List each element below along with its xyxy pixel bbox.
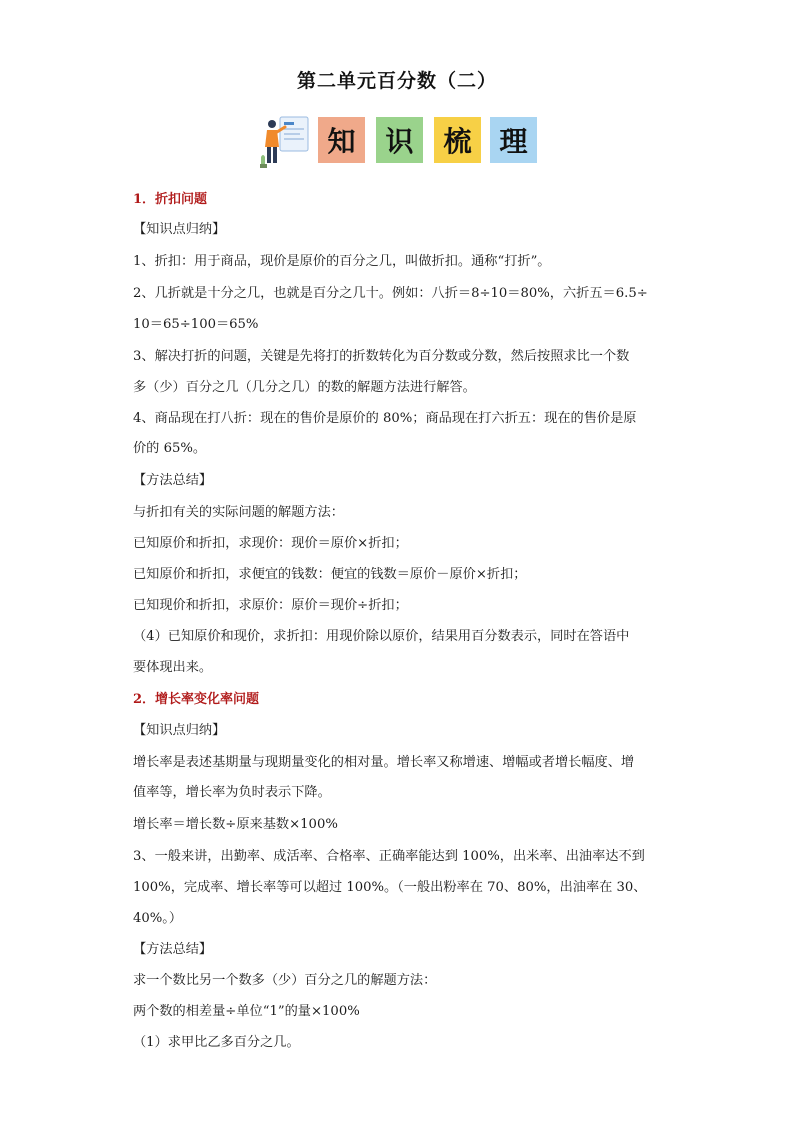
page-title: 第二单元百分数（二） xyxy=(296,70,497,92)
text-line: 值率等，增长率为负时表示下降。 xyxy=(133,785,331,800)
text-line: 1、折扣：用于商品，现价是原价的百分之几，叫做折扣。通称“打折”。 xyxy=(133,254,551,269)
text-line: 两个数的相差量÷单位“1”的量×100% xyxy=(133,1004,360,1019)
text-line: 与折扣有关的实际问题的解题方法： xyxy=(133,505,344,520)
text-line: 已知现价和折扣，求原价：原价＝现价÷折扣； xyxy=(133,598,408,613)
subheading-method: 【方法总结】 xyxy=(133,473,213,488)
banner-char-shi: 识 xyxy=(376,117,423,163)
banner-char-shu: 梳 xyxy=(434,117,481,163)
text-line: 增长率＝增长数÷原来基数×100% xyxy=(133,817,338,832)
subheading-method: 【方法总结】 xyxy=(133,942,213,957)
presenter-illustration-icon xyxy=(258,113,312,169)
subheading-knowledge: 【知识点归纳】 xyxy=(133,222,226,237)
text-line: （1）求甲比乙多百分之几。 xyxy=(133,1035,300,1050)
banner-char-li: 理 xyxy=(490,117,537,163)
text-line: 4、商品现在打八折：现在的售价是原价的 80%；商品现在打六折五：现在的售价是原 xyxy=(133,411,637,426)
text-line: 3、一般来讲，出勤率、成活率、合格率、正确率能达到 100%，出米率、出油率达不到 xyxy=(133,849,645,864)
text-line: 40%。） xyxy=(133,911,183,926)
section-heading-growth-rate: 2．增长率变化率问题 xyxy=(133,692,260,707)
text-line: 要体现出来。 xyxy=(133,660,213,675)
text-line: 已知原价和折扣，求便宜的钱数：便宜的钱数＝原价－原价×折扣； xyxy=(133,567,527,582)
text-line: （4）已知原价和现价，求折扣：用现价除以原价，结果用百分数表示，同时在答语中 xyxy=(133,629,630,644)
text-line: 已知原价和折扣，求现价：现价＝原价×折扣； xyxy=(133,536,408,551)
text-line: 10＝65÷100＝65% xyxy=(133,317,259,332)
text-line: 3、解决打折的问题，关键是先将打的折数转化为百分数或分数，然后按照求比一个数 xyxy=(133,349,630,364)
text-line: 价的 65%。 xyxy=(133,441,207,456)
text-line: 多（少）百分之几（几分之几）的数的解题方法进行解答。 xyxy=(133,380,476,395)
knowledge-summary-banner xyxy=(258,113,538,169)
text-line: 100%，完成率、增长率等可以超过 100%。（一般出粉率在 70、80%，出油率在 30、 xyxy=(133,880,647,895)
banner-char-zhi: 知 xyxy=(318,117,365,163)
text-line: 求一个数比另一个数多（少）百分之几的解题方法： xyxy=(133,973,437,988)
section-heading-discount: 1．折扣问题 xyxy=(133,192,208,207)
text-line: 增长率是表述基期量与现期量变化的相对量。增长率又称增速、增幅或者增长幅度、增 xyxy=(133,755,635,770)
text-line: 2、几折就是十分之几，也就是百分之几十。例如：八折＝8÷10＝80%，六折五＝6.5÷ xyxy=(133,286,648,301)
subheading-knowledge: 【知识点归纳】 xyxy=(133,723,226,738)
